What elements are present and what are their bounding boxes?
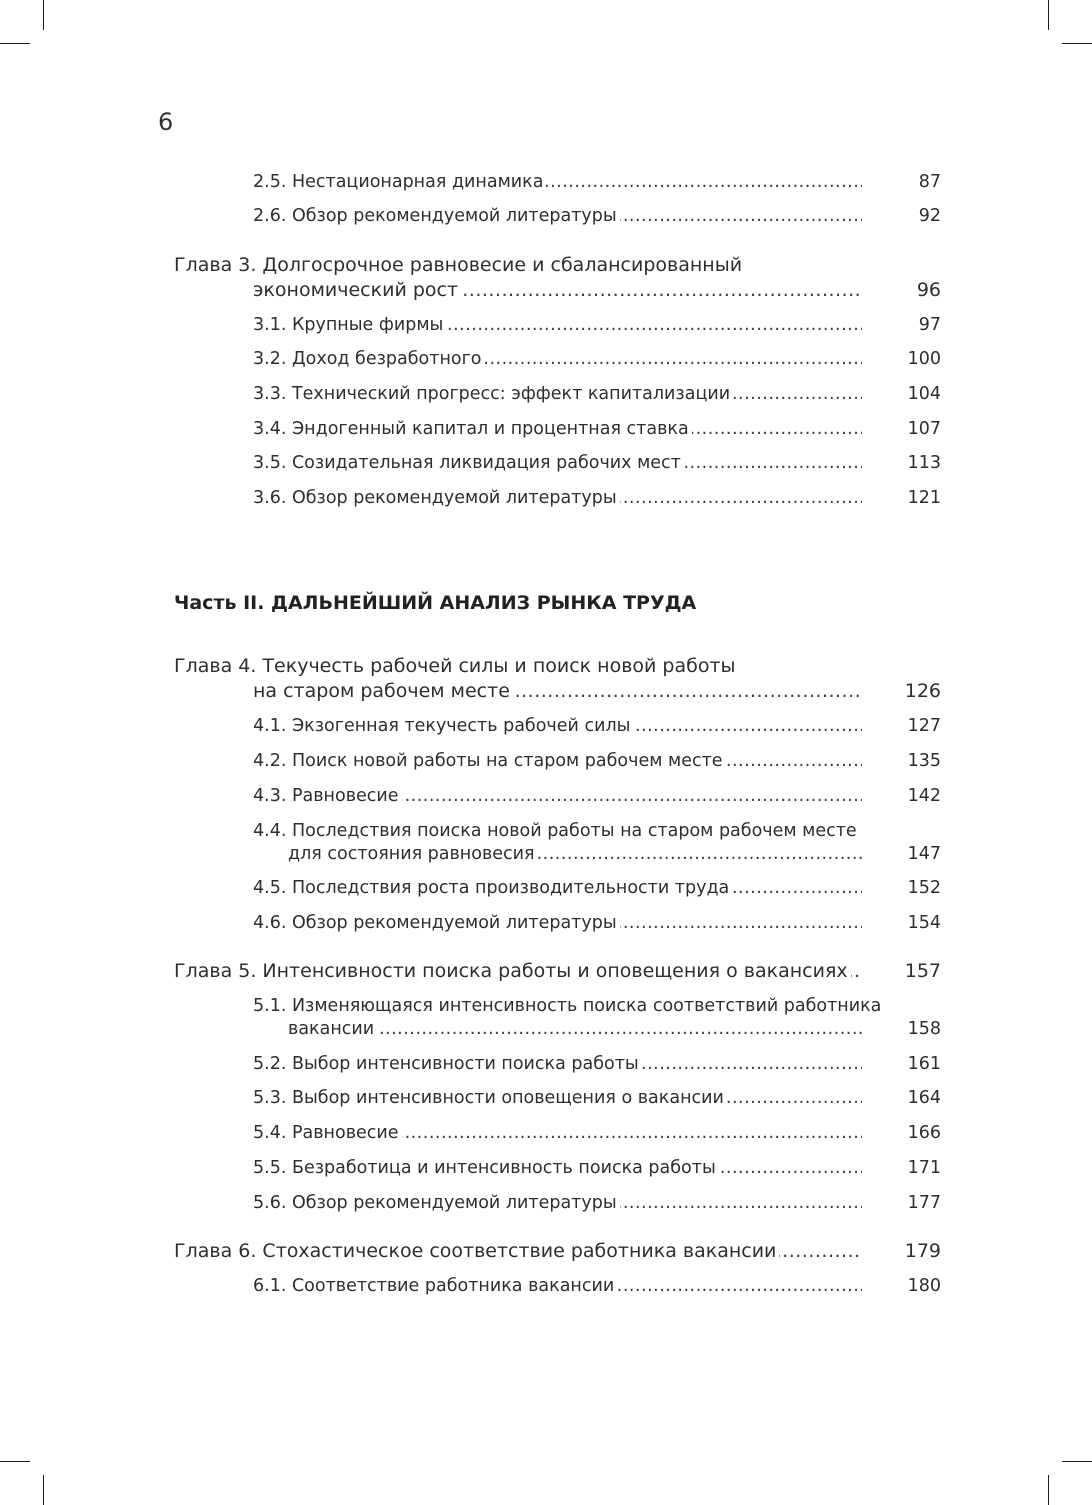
toc-entry-title: 3.5. Созидательная ликвидация рабочих мест	[253, 453, 684, 473]
toc-entry-title: 3.3. Технический прогресс: эффект капитализации	[253, 384, 733, 404]
toc-entry-title: 4.2. Поиск новой работы на старом рабочем месте	[253, 751, 726, 771]
toc-page-number: 107	[907, 419, 941, 439]
toc-page-number: 179	[904, 1240, 941, 1262]
toc-page-number: 164	[907, 1088, 941, 1108]
page-number: 6	[158, 108, 174, 136]
toc-entry-title: 4.3. Равновесие	[253, 786, 402, 806]
toc-entry-title: 5.2. Выбор интенсивности поиска работы	[253, 1054, 642, 1074]
toc-page-number: 92	[918, 206, 941, 226]
toc-entry-title: для состояния равновесия	[288, 844, 538, 864]
toc-entry-title: 5.1. Изменяющаяся интенсивность поиска соответствий работника	[253, 996, 882, 1016]
toc-entry-title: 5.6. Обзор рекомендуемой литературы	[253, 1193, 620, 1213]
toc-page-number: 121	[907, 488, 941, 508]
crop-mark	[0, 1461, 30, 1462]
crop-mark	[1062, 43, 1092, 44]
toc-page-number: 166	[907, 1123, 941, 1143]
toc-page-number: 171	[907, 1158, 941, 1178]
toc-page-number: 100	[907, 349, 941, 369]
toc-page-number: 180	[907, 1276, 941, 1296]
toc-page-number: 97	[918, 315, 941, 335]
toc-page-number: 135	[907, 751, 941, 771]
toc-entry-title: 4.4. Последствия поиска новой работы на старом рабочем месте	[253, 821, 857, 841]
toc-entry-title: 4.6. Обзор рекомендуемой литературы	[253, 913, 620, 933]
toc-entry-title: 3.1. Крупные фирмы	[253, 315, 446, 335]
toc-page-number: 127	[907, 716, 941, 736]
crop-mark	[1062, 1461, 1092, 1462]
crop-mark	[0, 43, 30, 44]
crop-mark	[43, 1475, 44, 1505]
toc-page-number: 161	[907, 1054, 941, 1074]
toc-entry-title: 2.5. Нестационарная динамика	[253, 172, 546, 192]
toc-entry[interactable]	[253, 995, 941, 1055]
part-title: Часть II. ДАЛЬНЕЙШИЙ АНАЛИЗ РЫНКА ТРУДА	[174, 592, 697, 614]
toc-page-number: 154	[907, 913, 941, 933]
toc-entry[interactable]	[253, 487, 941, 547]
toc-entry-title: 4.5. Последствия роста производительности труда	[253, 878, 732, 898]
toc-page-number: 113	[907, 453, 941, 473]
toc-entry-title: 2.6. Обзор рекомендуемой литературы	[253, 206, 620, 226]
toc-page-number: 152	[907, 878, 941, 898]
toc-entry-title: Глава 4. Текучесть рабочей силы и поиск новой работы	[174, 655, 736, 677]
toc-entry-title: Глава 6. Стохастическое соответствие работника вакансии	[174, 1240, 779, 1262]
toc-page-number: 126	[904, 680, 941, 702]
toc-page-number: 157	[904, 960, 941, 982]
toc-page-number: 142	[907, 786, 941, 806]
toc-entry-title: экономический рост	[253, 279, 461, 301]
toc-entry-title: 4.1. Экзогенная текучесть рабочей силы	[253, 716, 633, 736]
toc-entry-title: на старом рабочем месте	[253, 680, 513, 702]
toc-entry-title: Глава 5. Интенсивности поиска работы и оповещения о вакансиях	[174, 960, 851, 982]
toc-entry-title: 3.4. Эндогенный капитал и процентная ставка	[253, 419, 692, 439]
toc-entry[interactable]	[174, 655, 941, 715]
crop-mark	[1048, 0, 1049, 30]
toc-entry[interactable]	[174, 254, 941, 314]
toc-entry-title: вакансии	[288, 1019, 377, 1039]
toc-entry-title: 3.2. Доход безработного	[253, 349, 485, 369]
crop-mark	[43, 0, 44, 30]
toc-entry-title: 6.1. Соответствие работника вакансии	[253, 1276, 617, 1296]
toc-page-number: 96	[916, 279, 941, 301]
toc-entry-title: 5.5. Безработица и интенсивность поиска работы	[253, 1158, 719, 1178]
toc-page-number: 104	[907, 384, 941, 404]
toc-entry-title: 5.3. Выбор интенсивности оповещения о вакансии	[253, 1088, 727, 1108]
toc-page-number: 177	[907, 1193, 941, 1213]
toc-entry[interactable]	[253, 820, 941, 880]
toc-entry-title: Глава 3. Долгосрочное равновесие и сбалансированный	[174, 254, 743, 276]
toc-page-number: 147	[907, 844, 941, 864]
toc-page-number: 87	[918, 172, 941, 192]
toc-entry-title: 5.4. Равновесие	[253, 1123, 402, 1143]
crop-mark	[1048, 1475, 1049, 1505]
toc-entry-title: 3.6. Обзор рекомендуемой литературы	[253, 488, 620, 508]
toc-page-number: 158	[907, 1019, 941, 1039]
toc-entry[interactable]	[253, 1275, 941, 1335]
